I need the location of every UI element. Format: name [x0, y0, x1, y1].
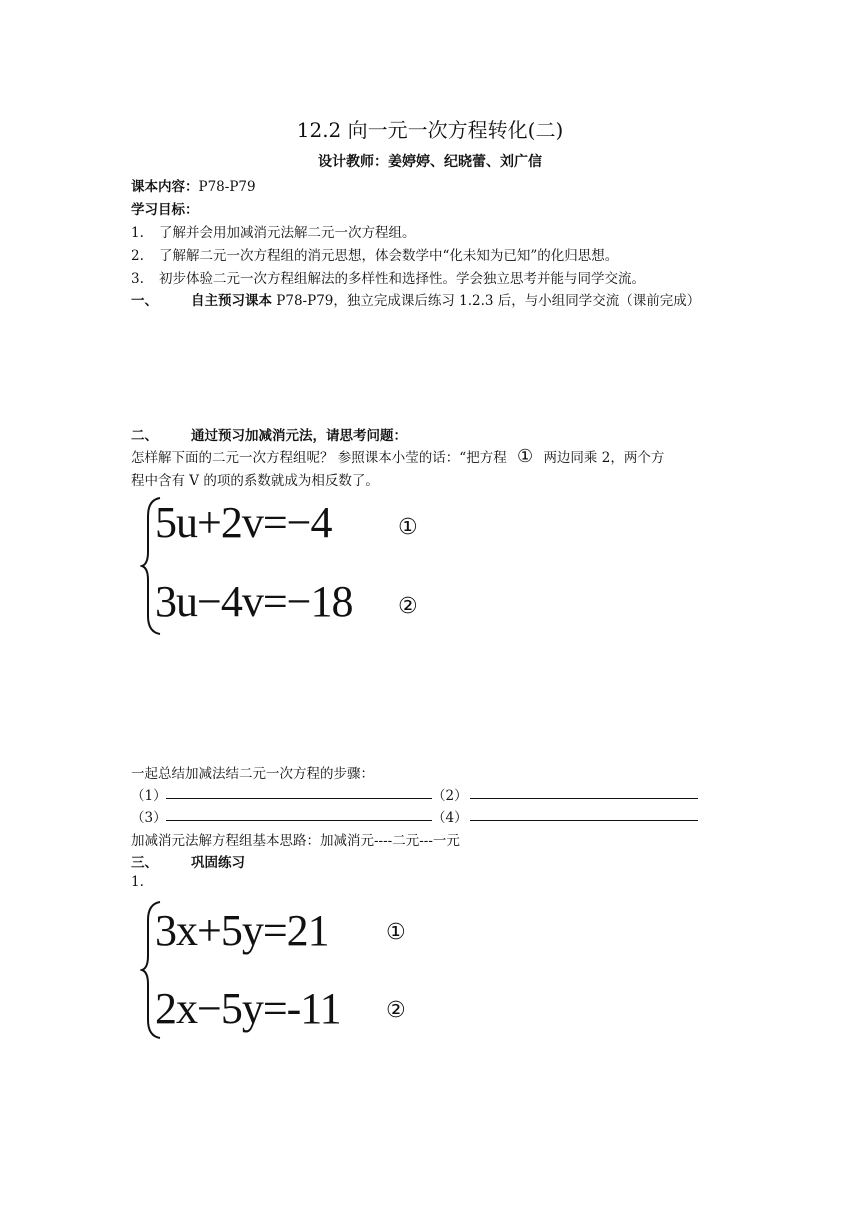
- equation-marker: ②: [398, 594, 418, 619]
- designers-line: 设计教师：姜婷婷、纪晓蕾、刘广信: [318, 154, 542, 170]
- blank-line: [470, 820, 698, 821]
- summary-line: 一起总结加减法结二元一次方程的步骤：: [131, 766, 374, 782]
- objective-item: [131, 221, 416, 241]
- content-value: P78-P79: [198, 179, 256, 195]
- exercise-number: 1.: [131, 874, 144, 890]
- equation-marker: ②: [386, 998, 406, 1023]
- section-1-text: P78-P79，独立完成课后练习 1.2.3 后，与小组同学交流（课前完成）: [272, 293, 701, 309]
- section-2-heading-line: [131, 424, 407, 444]
- content-line: [131, 175, 256, 195]
- section-3-number: 三、: [131, 855, 158, 871]
- section-2-paragraph-line-2: 程中含有 V 的项的系数就成为相反数了。: [131, 473, 379, 489]
- equation-text: 3u−4v=−18: [155, 577, 353, 626]
- section-1-bold: 自主预习课本: [191, 293, 272, 309]
- section-3-heading: 巩固练习: [191, 855, 245, 871]
- equation-marker: ①: [398, 515, 418, 540]
- equation-marker: ①: [386, 920, 406, 945]
- objective-item: [131, 244, 618, 264]
- step-label: （3）: [131, 810, 167, 826]
- objective-item: [131, 267, 645, 287]
- section-1: [131, 289, 700, 309]
- objective-text: 了解并会用加减消元法解二元一次方程组。: [159, 225, 416, 241]
- objective-text: 了解解二元一次方程组的消元思想，体会数学中“化未知为已知”的化归思想。: [159, 248, 619, 264]
- step-label: （1）: [131, 788, 167, 804]
- section-3-heading-line: [131, 851, 245, 871]
- equation-2: [155, 983, 341, 1034]
- equation-1: [155, 497, 331, 548]
- section-2-heading: 通过预习加减消元法，请思考问题：: [191, 428, 407, 444]
- paragraph-text: 两边同乘 2，两个方: [543, 450, 665, 466]
- paragraph-text: 怎样解下面的二元一次方程组呢？ 参照课本小莹的话：“把方程: [131, 450, 507, 466]
- blank-line: [470, 798, 698, 799]
- section-2-number: 二、: [131, 428, 158, 444]
- objective-number: 2.: [131, 248, 144, 264]
- blank-line: [166, 820, 432, 821]
- circled-one-marker: ①: [517, 446, 534, 467]
- objective-number: 3.: [131, 271, 144, 287]
- objective-text: 初步体验二元一次方程组解法的多样性和选择性。学会独立思考并能与同学交流。: [159, 271, 645, 287]
- blank-line: [166, 798, 432, 799]
- page-title: 12.2 向一元一次方程转化(二): [296, 118, 564, 142]
- section-1-number: 一、: [131, 293, 158, 309]
- step-label: （2）: [432, 788, 468, 804]
- equation-2: [155, 576, 352, 627]
- objectives-heading: 学习目标：: [131, 202, 199, 218]
- content-label: 课本内容：: [131, 179, 199, 195]
- section-2-paragraph-line-1: [131, 446, 664, 467]
- objective-number: 1.: [131, 225, 144, 241]
- step-label: （4）: [432, 810, 468, 826]
- equation-text: 5u+2v=−4: [155, 498, 332, 547]
- basic-idea-line: 加减消元法解方程组基本思路：加减消元----二元---一元: [131, 833, 460, 849]
- equation-text: 2x−5y=-11: [155, 984, 341, 1033]
- equation-1: [155, 905, 329, 956]
- equation-text: 3x+5y=21: [155, 906, 329, 955]
